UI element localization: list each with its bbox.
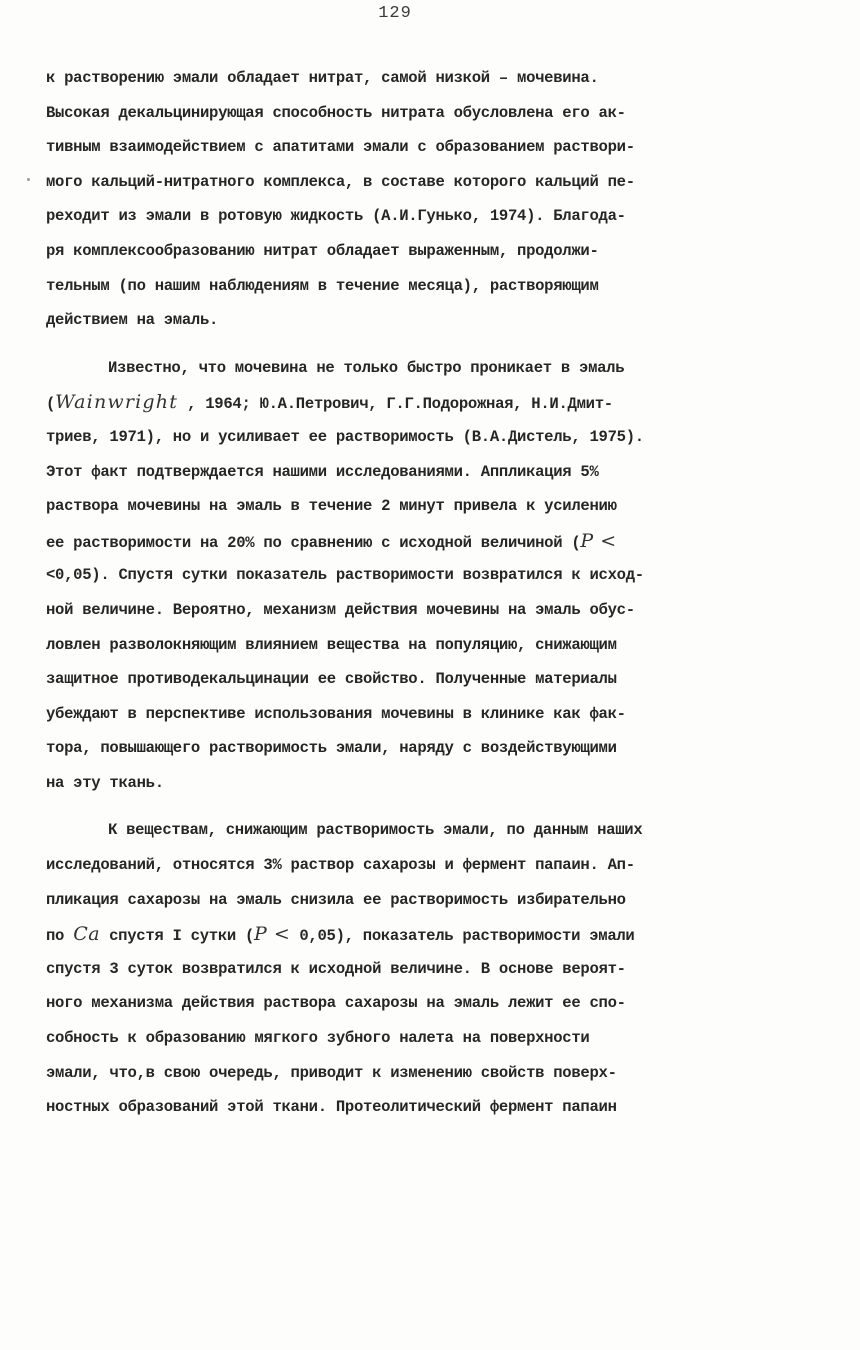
text-line: <0,05). Спустя сутки показатель растворимости возвратился к исход- bbox=[46, 566, 644, 585]
text-line: ной величине. Вероятно, механизм действия мочевины на эмаль обус- bbox=[46, 600, 635, 619]
paragraph-gap bbox=[46, 338, 826, 351]
text-line: тивным взаимодействием с апатитами эмали с образованием раствори- bbox=[46, 138, 635, 157]
text-line: триев, 1971), но и усиливает ее растворимость (В.А.Дистель, 1975). bbox=[46, 427, 644, 446]
text-line: тельным (по нашим наблюдениям в течение месяца), растворяющим bbox=[46, 276, 599, 295]
text-line: к растворению эмали обладает нитрат, самой низкой – мочевина. bbox=[46, 69, 599, 87]
text-line: Известно, что мочевина не только быстро проникает в эмаль bbox=[108, 358, 625, 377]
handwritten-insert: Ca bbox=[73, 923, 101, 946]
text-line: (Wainwright , 1964; Ю.А.Петрович, Г.Г.Подорожная, Н.И.Дмит- bbox=[46, 391, 613, 414]
page-number: 129 bbox=[378, 4, 412, 23]
text-line: собность к образованию мягкого зубного налета на поверхности bbox=[46, 1029, 590, 1048]
text-line: исследований, относятся 3% раствор сахарозы и фермент папаин. Ап- bbox=[46, 856, 635, 875]
text-line: ее растворимости на 20% по сравнению с исходной величиной (P < bbox=[46, 529, 617, 552]
text-line: пликация сахарозы на эмаль снизила ее растворимость избирательно bbox=[46, 890, 626, 909]
text-line: мого кальций-нитратного комплекса, в составе которого кальций пе- bbox=[46, 172, 635, 191]
paragraph bbox=[46, 351, 826, 801]
document-body bbox=[46, 61, 826, 1125]
text-line: эмали, что,в свою очередь, приводит к изменению свойств поверх- bbox=[46, 1063, 617, 1082]
text-line: на эту ткань. bbox=[46, 773, 164, 792]
handwritten-insert: P < bbox=[254, 923, 291, 946]
handwritten-insert: P < bbox=[580, 529, 617, 552]
text-line: убеждают в перспективе использования мочевины в клинике как фак- bbox=[46, 704, 626, 723]
handwritten-insert: Wainwright bbox=[55, 391, 179, 414]
paragraph bbox=[46, 813, 826, 1124]
text-line: Этот факт подтверждается нашими исследованиями. Аппликация 5% bbox=[46, 462, 599, 481]
text-line: по Ca спустя I сутки (P < 0,05), показатель растворимости эмали bbox=[46, 923, 635, 946]
text-line: ного механизма действия раствора сахарозы на эмаль лежит ее спо- bbox=[46, 994, 626, 1013]
paragraph-gap bbox=[46, 800, 826, 813]
text-line: К веществам, снижающим растворимость эмали, по данным наших bbox=[108, 821, 643, 840]
text-line: реходит из эмали в ротовую жидкость (А.И.Гунько, 1974). Благода- bbox=[46, 207, 626, 226]
text-line: ностных образований этой ткани. Протеолитический фермент папаин bbox=[46, 1098, 617, 1117]
text-line: Высокая декальцинирующая способность нитрата обусловлена его ак- bbox=[46, 103, 626, 122]
margin-mark bbox=[27, 178, 30, 181]
text-line: тора, повышающего растворимость эмали, наряду с воздействующими bbox=[46, 739, 617, 758]
text-line: действием на эмаль. bbox=[46, 311, 219, 330]
text-line: защитное противодекальцинации ее свойство. Полученные материалы bbox=[46, 670, 617, 689]
text-line: раствора мочевины на эмаль в течение 2 минут привела к усилению bbox=[46, 497, 617, 516]
text-line: спустя 3 суток возвратился к исходной величине. В основе вероят- bbox=[46, 959, 626, 978]
text-line: ря комплексообразованию нитрат обладает выраженным, продолжи- bbox=[46, 241, 599, 260]
text-line: ловлен разволокняющим влиянием вещества на популяцию, снижающим bbox=[46, 635, 617, 654]
paragraph bbox=[46, 61, 826, 338]
